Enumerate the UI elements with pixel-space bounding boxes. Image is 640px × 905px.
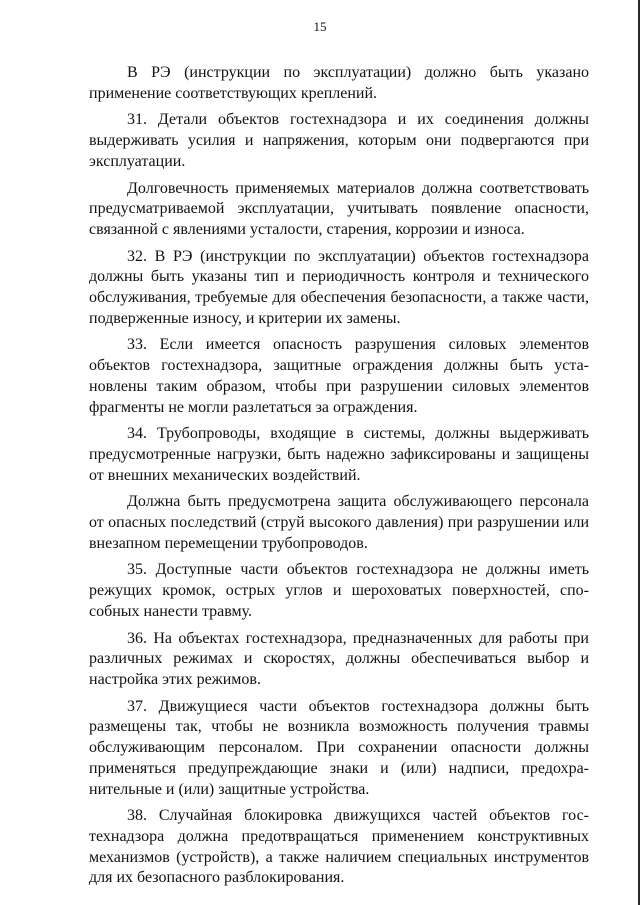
page-number: 15 xyxy=(313,19,327,34)
paragraph: Долговечность применяемых материалов должна соответствовать предусматриваемой эксплуатации, учитывать появление опасности, связанной с явлениями усталости, старения, коррозии и износа. xyxy=(89,179,589,238)
paragraph: 38. Случайная блокировка движущихся частей объектов гостехнадзора должна предотвращаться применением конструктивных механизмов (устройств), а также наличием специальных инструментов для их безопасного разблокирования. xyxy=(89,807,589,887)
paragraph: 36. На объектах гостехнадзора, предназначенных для работы при различных режимах и скоростях, должны обеспечиваться выбор и настройка этих режимов. xyxy=(89,629,589,688)
paragraph: 32. В РЭ (инструкции по эксплуатации) объектов гостехнадзора должны быть указаны тип и периодичность контроля и технического обслуживания, требуемые для обеспечения безопасности, а также части, подверженные износу, и критерии их замены. xyxy=(89,247,589,327)
paragraph: 34. Трубопроводы, входящие в системы, должны выдерживать предусмотренные нагрузки, быть надежно зафиксированы и защищены от внешних механических воздействий. xyxy=(89,425,589,484)
paragraph: 37. Движущиеся части объектов гостехнадзора должны быть размещены так, чтобы не возникла возможность получения травмы обслуживающим персоналом. При сохранении опасности должны применяться предупреждающие знаки и (или) надписи, предохранительные и (или) защитные устройства. xyxy=(89,697,589,798)
paragraph: 35. Доступные части объектов гостехнадзора не должны иметь режущих кромок, острых углов и шероховатых поверхностей, способных нанести травму. xyxy=(89,561,589,620)
paragraph: Должна быть предусмотрена защита обслуживающего персонала от опасных последствий (струй высокого давления) при разрушении или внезапном перемещении трубопроводов. xyxy=(89,493,589,552)
paragraph: 33. Если имеется опасность разрушения силовых элементов объектов гостехнадзора, защитные ограждения должны быть установлены таким образом, чтобы при разрушении силовых элементов фрагменты не могли разлетаться за ограждения. xyxy=(89,336,589,416)
paragraph: 31. Детали объектов гостехнадзора и их соединения должны выдерживать усилия и напряжения, которым они подвергаются при эксплуатации. xyxy=(89,111,589,170)
page-body xyxy=(89,63,589,895)
paragraph: В РЭ (инструкции по эксплуатации) должно быть указано применение соответствующих креплений. xyxy=(89,64,589,102)
